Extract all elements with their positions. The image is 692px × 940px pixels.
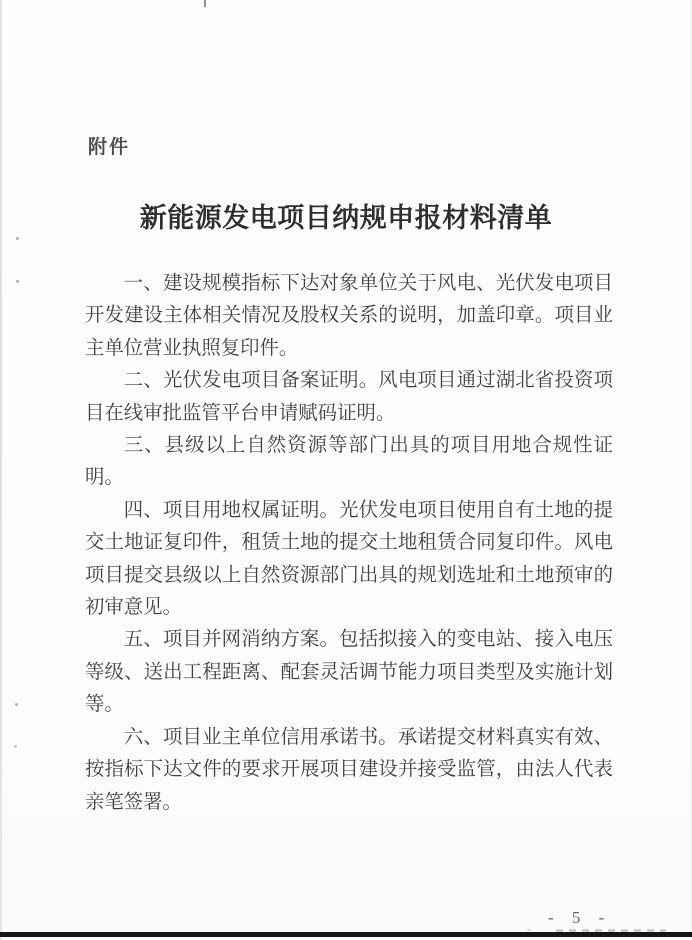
list-item-5: 五、项目并网消纳方案。包括拟接入的变电站、接入电压等级、送出工程距离、配套灵活调节能力项目类型及实施计划等。 <box>85 629 613 716</box>
scan-speck <box>16 237 19 240</box>
list-item-1: 一、建设规模指标下达对象单位关于风电、光伏发电项目开发建设主体相关情况及股权关系的说明，加盖印章。项目业主单位营业执照复印件。 <box>85 273 613 359</box>
document-body <box>85 268 613 819</box>
list-item-3: 三、县级以上自然资源等部门出具的项目用地合规性证明。 <box>85 435 613 489</box>
scan-artifact-bottom-bar <box>0 932 692 937</box>
list-item-4: 四、项目用地权属证明。光伏发电项目使用自有土地的提交土地证复印件，租赁土地的提交土地租赁合同复印件。风电项目提交县级以上自然资源部门出具的规划选址和土地预审的初审意见。 <box>85 499 613 619</box>
list-item-2: 二、光伏发电项目备案证明。风电项目通过湖北省投资项目在线审批监管平台申请赋码证明。 <box>85 370 613 424</box>
scan-artifact-top-dash <box>204 0 206 7</box>
scan-speck <box>16 280 19 283</box>
scan-speck <box>15 703 18 706</box>
list-item-6: 六、项目业主单位信用承诺书。承诺提交材料真实有效、按指标下达文件的要求开展项目建设并接受监管，由法人代表亲笔签署。 <box>85 726 613 813</box>
page-number: - 5 - <box>548 908 612 927</box>
scan-edge-left <box>0 0 2 940</box>
scan-speck <box>527 929 531 931</box>
attachment-label: 附件 <box>88 137 131 158</box>
document-title: 新能源发电项目纳规申报材料清单 <box>139 203 553 233</box>
scan-speck <box>14 745 17 748</box>
